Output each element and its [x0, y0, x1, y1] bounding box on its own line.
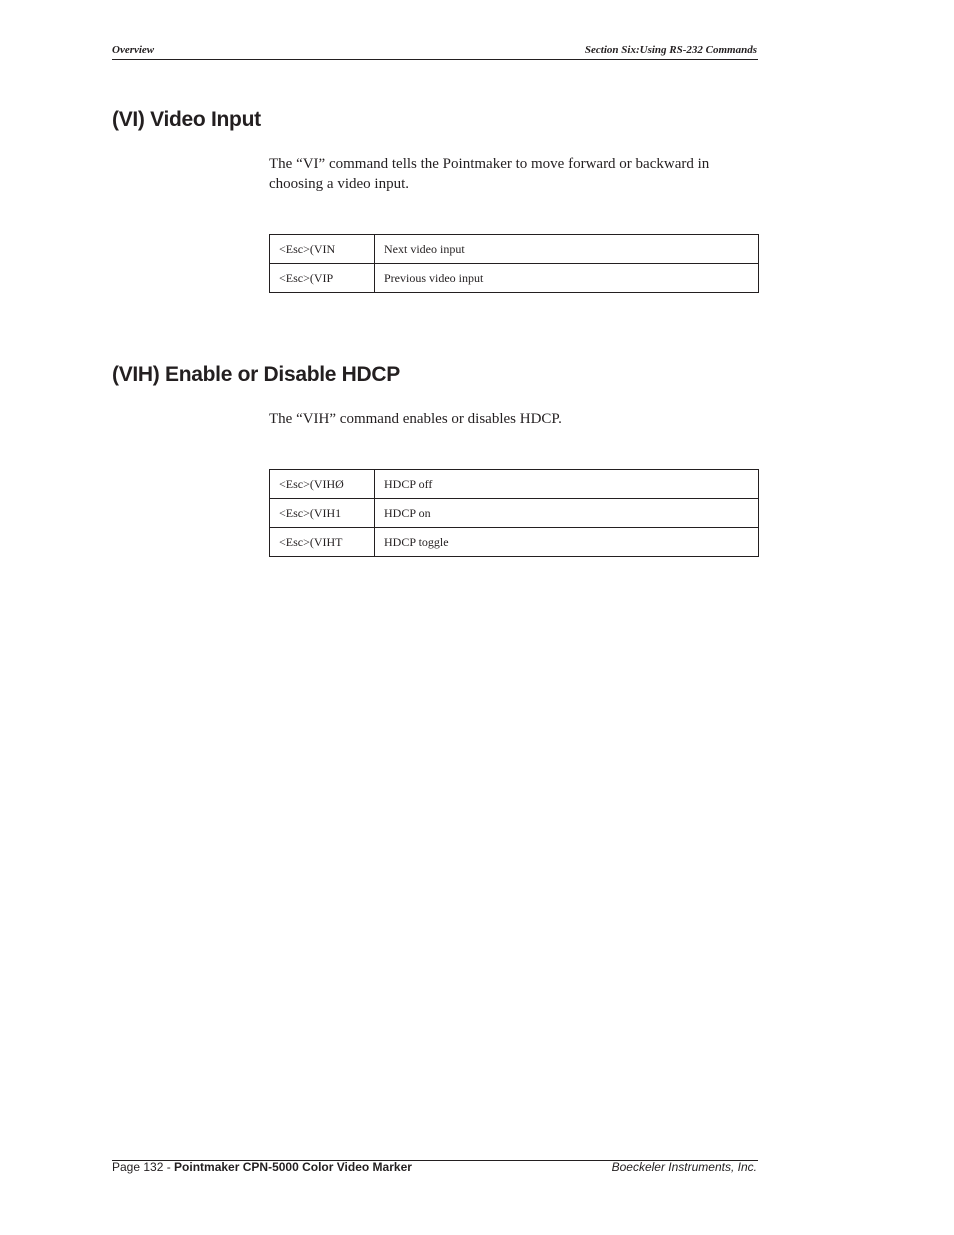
footer-page-label: Page 132 -	[112, 1160, 175, 1174]
table-row	[270, 528, 759, 557]
footer-product-name: Pointmaker CPN-5000 Color Video Marker	[174, 1160, 412, 1174]
command-cell: <Esc>(VIH1	[270, 499, 375, 528]
header-rule	[112, 59, 758, 60]
running-header-right: Section Six:Using RS-232 Commands	[584, 44, 757, 56]
section-title-video-input: (VI) Video Input	[112, 108, 261, 131]
footer-company: Boeckeler Instruments, Inc.	[611, 1160, 757, 1174]
command-cell: <Esc>(VIN	[270, 235, 375, 264]
table-row	[270, 499, 759, 528]
description-cell: HDCP toggle	[375, 528, 759, 557]
description-cell: Previous video input	[375, 264, 759, 293]
footer-page-info	[112, 1159, 412, 1175]
description-cell: HDCP off	[375, 470, 759, 499]
table-row	[270, 264, 759, 293]
command-cell: <Esc>(VIHT	[270, 528, 375, 557]
command-table-hdcp	[269, 469, 759, 557]
command-cell: <Esc>(VIHØ	[270, 470, 375, 499]
running-header-left: Overview	[112, 44, 155, 56]
command-table-video-input	[269, 234, 759, 293]
description-cell: HDCP on	[375, 499, 759, 528]
section-description-video-input: The “VI” command tells the Pointmaker to move forward or backward in choosing a video input.	[269, 156, 710, 192]
description-cell: Next video input	[375, 235, 759, 264]
table-row	[270, 235, 759, 264]
command-cell: <Esc>(VIP	[270, 264, 375, 293]
section-description-hdcp: The “VIH” command enables or disables HDCP.	[269, 411, 562, 427]
table-row	[270, 470, 759, 499]
section-title-hdcp: (VIH) Enable or Disable HDCP	[112, 363, 400, 386]
